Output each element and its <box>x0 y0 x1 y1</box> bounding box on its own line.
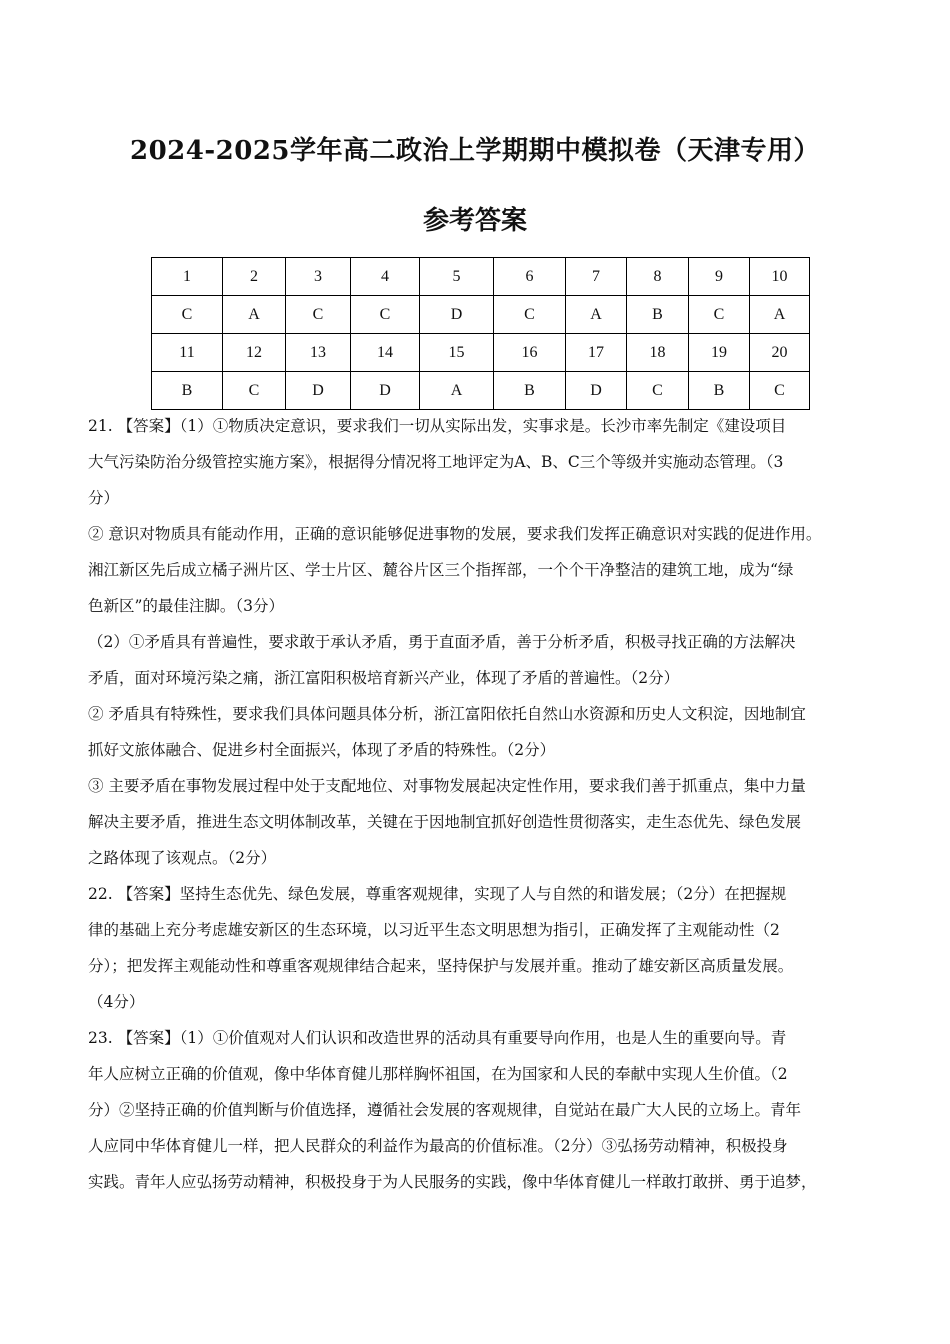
text-line: 22. 【答案】坚持生态优先、绿色发展，尊重客观规律，实现了人与自然的和谐发展；（2分）在把握规 <box>88 885 787 903</box>
answer-cell: A <box>566 296 627 334</box>
answer-cell: C <box>750 372 810 410</box>
question-number-cell: 5 <box>420 258 494 296</box>
answer-cell: C <box>351 296 420 334</box>
answer-cell: D <box>351 372 420 410</box>
question-number-cell: 8 <box>627 258 689 296</box>
question-number-cell: 19 <box>689 334 750 372</box>
text-line: 分）②坚持正确的价值判断与价值选择，遵循社会发展的客观规律，自觉站在最广大人民的立场上。青年 <box>88 1101 802 1119</box>
question-number-cell: 13 <box>286 334 351 372</box>
text-line: 之路体现了该观点。（2分） <box>88 849 277 867</box>
text-line: 人应同中华体育健儿一样，把人民群众的利益作为最高的价值标准。（2分）③弘扬劳动精神，积极投身 <box>88 1137 788 1155</box>
answer-cell: A <box>420 372 494 410</box>
table-row <box>152 334 810 372</box>
answer-cell: A <box>750 296 810 334</box>
answer-cell: D <box>566 372 627 410</box>
question-number-cell: 3 <box>286 258 351 296</box>
question-number-cell: 9 <box>689 258 750 296</box>
text-line: 23. 【答案】（1）①价值观对人们认识和改造世界的活动具有重要导向作用，也是人生的重要向导。青 <box>88 1029 787 1047</box>
text-line: 湘江新区先后成立橘子洲片区、学士片区、麓谷片区三个指挥部，一个个干净整洁的建筑工地，成为“绿 <box>88 561 794 579</box>
table-row <box>152 296 810 334</box>
answer-cell: C <box>223 372 286 410</box>
answer-cell: C <box>152 296 223 334</box>
answer-cell: B <box>627 296 689 334</box>
page-subtitle: 参考答案 <box>422 206 527 236</box>
text-line: 年人应树立正确的价值观，像中华体育健儿那样胸怀祖国，在为国家和人民的奉献中实现人生价值。（2 <box>88 1065 788 1083</box>
answer-cell: C <box>286 296 351 334</box>
question-number-cell: 1 <box>152 258 223 296</box>
question-number-cell: 20 <box>750 334 810 372</box>
text-line: 律的基础上充分考虑雄安新区的生态环境，以习近平生态文明思想为指引，正确发挥了主观能动性（2 <box>88 921 780 939</box>
question-number-cell: 11 <box>152 334 223 372</box>
answer-cell: B <box>494 372 566 410</box>
question-number-cell: 16 <box>494 334 566 372</box>
text-line: 抓好文旅体融合、促进乡村全面振兴，体现了矛盾的特殊性。（2分） <box>88 741 556 759</box>
answer-cell: D <box>420 296 494 334</box>
question-number-cell: 15 <box>420 334 494 372</box>
text-line: ② 意识对物质具有能动作用，正确的意识能够促进事物的发展，要求我们发挥正确意识对实践的促进作用。 <box>88 525 822 543</box>
question-number-cell: 14 <box>351 334 420 372</box>
page-title: 2024-2025学年高二政治上学期期中模拟卷（天津专用） <box>129 136 821 166</box>
question-number-cell: 2 <box>223 258 286 296</box>
question-number-cell: 7 <box>566 258 627 296</box>
text-line: 实践。青年人应弘扬劳动精神，积极投身于为人民服务的实践，像中华体育健儿一样敢打敢拼、勇于追梦， <box>88 1173 817 1191</box>
question-number-cell: 12 <box>223 334 286 372</box>
answer-cell: D <box>286 372 351 410</box>
text-line: 解决主要矛盾，推进生态文明体制改革，关键在于因地制宜抓好创造性贯彻落实，走生态优先、绿色发展 <box>88 813 802 831</box>
answer-cell: A <box>223 296 286 334</box>
answer-body <box>88 408 878 1200</box>
question-number-cell: 18 <box>627 334 689 372</box>
question-number-cell: 10 <box>750 258 810 296</box>
answer-table <box>151 257 810 410</box>
text-line: 矛盾，面对环境污染之痛，浙江富阳积极培育新兴产业，体现了矛盾的普遍性。（2分） <box>88 669 680 687</box>
table-row <box>152 372 810 410</box>
question-number-cell: 17 <box>566 334 627 372</box>
question-number-cell: 4 <box>351 258 420 296</box>
answer-cell: C <box>494 296 566 334</box>
text-line: （4分） <box>88 993 145 1011</box>
question-number-cell: 6 <box>494 258 566 296</box>
text-line: 大气污染防治分级管控实施方案》，根据得分情况将工地评定为A、B、C三个等级并实施动态管理。（3 <box>88 453 784 471</box>
text-line: ③ 主要矛盾在事物发展过程中处于支配地位、对事物发展起决定性作用，要求我们善于抓重点，集中力量 <box>88 777 806 795</box>
text-line: 21. 【答案】（1）①物质决定意识，要求我们一切从实际出发，实事求是。长沙市率先制定《建设项目 <box>88 417 787 435</box>
answer-cell: B <box>689 372 750 410</box>
text-line: ② 矛盾具有特殊性，要求我们具体问题具体分析，浙江富阳依托自然山水资源和历史人文积淀，因地制宜 <box>88 705 806 723</box>
text-line: 分） <box>88 489 120 507</box>
answer-cell: B <box>152 372 223 410</box>
answer-cell: C <box>627 372 689 410</box>
text-line: 分）；把发挥主观能动性和尊重客观规律结合起来，坚持保护与发展并重。推动了雄安新区高质量发展。 <box>88 957 794 975</box>
table-row <box>152 258 810 296</box>
answer-cell: C <box>689 296 750 334</box>
text-line: （2）①矛盾具有普遍性，要求敢于承认矛盾，勇于直面矛盾，善于分析矛盾，积极寻找正确的方法解决 <box>88 633 796 651</box>
text-line: 色新区”的最佳注脚。（3分） <box>88 597 285 615</box>
